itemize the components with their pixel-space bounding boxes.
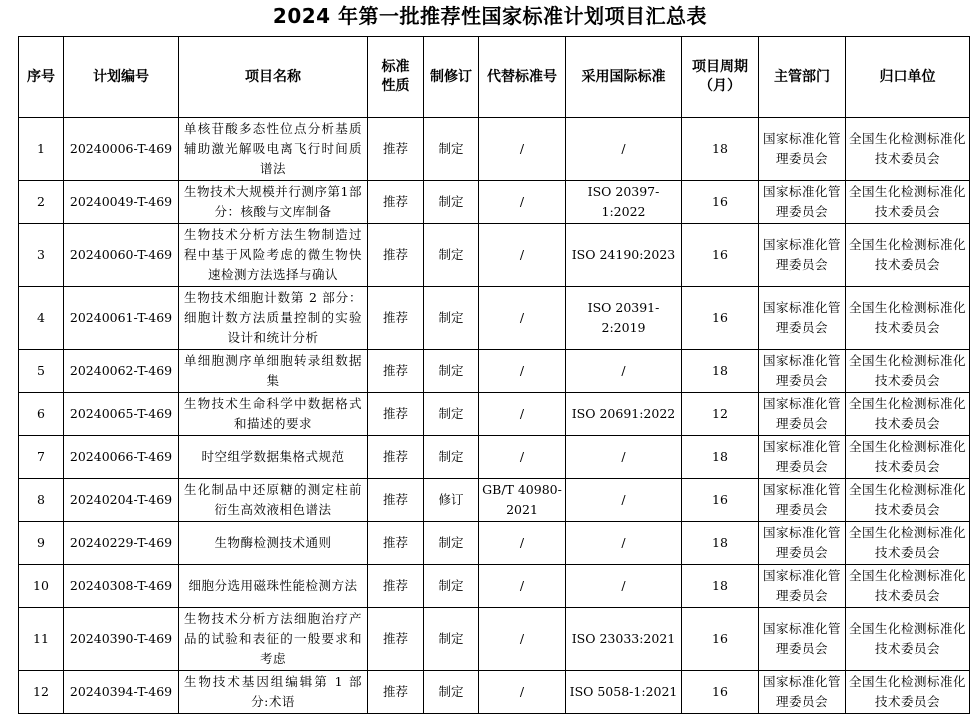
cell-unit: 全国生化检测标准化技术委员会 xyxy=(846,224,970,287)
cell-replaces: / xyxy=(479,224,566,287)
table-header-row xyxy=(19,37,970,118)
cell-dept: 国家标准化管理委员会 xyxy=(759,118,846,181)
cell-dept: 国家标准化管理委员会 xyxy=(759,436,846,479)
cell-plan-no: 20240049-T-469 xyxy=(64,181,179,224)
cell-intl: / xyxy=(566,350,682,393)
cell-dept: 国家标准化管理委员会 xyxy=(759,565,846,608)
cell-plan-no: 20240006-T-469 xyxy=(64,118,179,181)
cell-nature: 推荐 xyxy=(368,181,424,224)
cell-unit: 全国生化检测标准化技术委员会 xyxy=(846,565,970,608)
table-row xyxy=(19,608,970,671)
cell-nature: 推荐 xyxy=(368,287,424,350)
table-row xyxy=(19,224,970,287)
cell-unit: 全国生化检测标准化技术委员会 xyxy=(846,671,970,714)
cell-seq: 3 xyxy=(19,224,64,287)
cell-period: 16 xyxy=(682,287,759,350)
cell-dept: 国家标准化管理委员会 xyxy=(759,671,846,714)
cell-period: 18 xyxy=(682,522,759,565)
cell-name: 生物技术大规模并行测序第1部分：核酸与文库制备 xyxy=(179,181,368,224)
cell-period: 16 xyxy=(682,181,759,224)
cell-intl: ISO 20397-1:2022 xyxy=(566,181,682,224)
table-row xyxy=(19,671,970,714)
cell-plan-no: 20240229-T-469 xyxy=(64,522,179,565)
cell-intl: ISO 5058-1:2021 xyxy=(566,671,682,714)
cell-plan-no: 20240060-T-469 xyxy=(64,224,179,287)
cell-name: 单核苷酸多态性位点分析基质辅助激光解吸电离飞行时间质谱法 xyxy=(179,118,368,181)
cell-seq: 4 xyxy=(19,287,64,350)
cell-nature: 推荐 xyxy=(368,224,424,287)
cell-nature: 推荐 xyxy=(368,350,424,393)
cell-replaces: / xyxy=(479,393,566,436)
cell-period: 16 xyxy=(682,224,759,287)
cell-revision: 制定 xyxy=(424,224,479,287)
cell-period: 16 xyxy=(682,608,759,671)
cell-plan-no: 20240204-T-469 xyxy=(64,479,179,522)
cell-revision: 制定 xyxy=(424,671,479,714)
cell-plan-no: 20240394-T-469 xyxy=(64,671,179,714)
cell-nature: 推荐 xyxy=(368,522,424,565)
cell-plan-no: 20240065-T-469 xyxy=(64,393,179,436)
cell-name: 生物酶检测技术通则 xyxy=(179,522,368,565)
cell-revision: 制定 xyxy=(424,436,479,479)
cell-unit: 全国生化检测标准化技术委员会 xyxy=(846,118,970,181)
cell-period: 16 xyxy=(682,479,759,522)
cell-plan-no: 20240390-T-469 xyxy=(64,608,179,671)
cell-intl: / xyxy=(566,522,682,565)
cell-revision: 制定 xyxy=(424,565,479,608)
cell-period: 12 xyxy=(682,393,759,436)
header-replaces: 代替标准号 xyxy=(479,37,566,118)
cell-dept: 国家标准化管理委员会 xyxy=(759,224,846,287)
cell-unit: 全国生化检测标准化技术委员会 xyxy=(846,350,970,393)
cell-nature: 推荐 xyxy=(368,393,424,436)
cell-seq: 2 xyxy=(19,181,64,224)
header-period: 项目周期（月） xyxy=(682,37,759,118)
cell-intl: ISO 24190:2023 xyxy=(566,224,682,287)
cell-intl: ISO 20691:2022 xyxy=(566,393,682,436)
cell-revision: 制定 xyxy=(424,181,479,224)
cell-name: 生物技术基因组编辑第 1 部分:术语 xyxy=(179,671,368,714)
table-row xyxy=(19,181,970,224)
cell-seq: 11 xyxy=(19,608,64,671)
cell-replaces: / xyxy=(479,118,566,181)
cell-nature: 推荐 xyxy=(368,608,424,671)
table-row xyxy=(19,350,970,393)
table-body xyxy=(19,118,970,714)
cell-period: 18 xyxy=(682,436,759,479)
cell-intl: / xyxy=(566,436,682,479)
cell-replaces: / xyxy=(479,436,566,479)
cell-unit: 全国生化检测标准化技术委员会 xyxy=(846,181,970,224)
cell-revision: 制定 xyxy=(424,350,479,393)
cell-revision: 制定 xyxy=(424,522,479,565)
cell-intl: / xyxy=(566,118,682,181)
cell-unit: 全国生化检测标准化技术委员会 xyxy=(846,479,970,522)
cell-revision: 制定 xyxy=(424,393,479,436)
cell-seq: 8 xyxy=(19,479,64,522)
cell-replaces: / xyxy=(479,181,566,224)
cell-plan-no: 20240308-T-469 xyxy=(64,565,179,608)
cell-name: 生物技术分析方法细胞治疗产品的试验和表征的一般要求和考虑 xyxy=(179,608,368,671)
cell-name: 生化制品中还原糖的测定柱前衍生高效液相色谱法 xyxy=(179,479,368,522)
table-row xyxy=(19,287,970,350)
cell-nature: 推荐 xyxy=(368,436,424,479)
cell-replaces: / xyxy=(479,671,566,714)
cell-name: 生物技术分析方法生物制造过程中基于风险考虑的微生物快速检测方法选择与确认 xyxy=(179,224,368,287)
cell-revision: 制定 xyxy=(424,118,479,181)
cell-name: 时空组学数据集格式规范 xyxy=(179,436,368,479)
cell-revision: 修订 xyxy=(424,479,479,522)
cell-dept: 国家标准化管理委员会 xyxy=(759,479,846,522)
cell-unit: 全国生化检测标准化技术委员会 xyxy=(846,608,970,671)
cell-dept: 国家标准化管理委员会 xyxy=(759,350,846,393)
cell-seq: 10 xyxy=(19,565,64,608)
cell-name: 生物技术生命科学中数据格式和描述的要求 xyxy=(179,393,368,436)
cell-nature: 推荐 xyxy=(368,118,424,181)
table-row xyxy=(19,436,970,479)
page-title: 2024 年第一批推荐性国家标准计划项目汇总表 xyxy=(272,4,708,28)
standards-table xyxy=(18,36,970,714)
cell-nature: 推荐 xyxy=(368,565,424,608)
header-plan-no: 计划编号 xyxy=(64,37,179,118)
cell-name: 生物技术细胞计数第 2 部分：细胞计数方法质量控制的实验设计和统计分析 xyxy=(179,287,368,350)
cell-name: 细胞分选用磁珠性能检测方法 xyxy=(179,565,368,608)
cell-seq: 12 xyxy=(19,671,64,714)
cell-intl: ISO 23033:2021 xyxy=(566,608,682,671)
cell-dept: 国家标准化管理委员会 xyxy=(759,393,846,436)
header-intl: 采用国际标准 xyxy=(566,37,682,118)
header-revision: 制修订 xyxy=(424,37,479,118)
cell-intl: / xyxy=(566,479,682,522)
cell-replaces: / xyxy=(479,522,566,565)
cell-seq: 6 xyxy=(19,393,64,436)
cell-period: 18 xyxy=(682,118,759,181)
cell-revision: 制定 xyxy=(424,287,479,350)
cell-dept: 国家标准化管理委员会 xyxy=(759,608,846,671)
cell-replaces: / xyxy=(479,287,566,350)
cell-name: 单细胞测序单细胞转录组数据集 xyxy=(179,350,368,393)
header-name: 项目名称 xyxy=(179,37,368,118)
cell-period: 18 xyxy=(682,565,759,608)
table-row xyxy=(19,393,970,436)
cell-nature: 推荐 xyxy=(368,479,424,522)
cell-replaces: / xyxy=(479,350,566,393)
cell-period: 16 xyxy=(682,671,759,714)
cell-seq: 1 xyxy=(19,118,64,181)
cell-dept: 国家标准化管理委员会 xyxy=(759,522,846,565)
cell-plan-no: 20240061-T-469 xyxy=(64,287,179,350)
cell-dept: 国家标准化管理委员会 xyxy=(759,181,846,224)
cell-unit: 全国生化检测标准化技术委员会 xyxy=(846,436,970,479)
table-row xyxy=(19,565,970,608)
cell-intl: ISO 20391-2:2019 xyxy=(566,287,682,350)
cell-unit: 全国生化检测标准化技术委员会 xyxy=(846,393,970,436)
cell-unit: 全国生化检测标准化技术委员会 xyxy=(846,522,970,565)
cell-seq: 5 xyxy=(19,350,64,393)
table-row xyxy=(19,479,970,522)
table-row xyxy=(19,118,970,181)
cell-revision: 制定 xyxy=(424,608,479,671)
cell-seq: 9 xyxy=(19,522,64,565)
cell-nature: 推荐 xyxy=(368,671,424,714)
cell-unit: 全国生化检测标准化技术委员会 xyxy=(846,287,970,350)
cell-plan-no: 20240066-T-469 xyxy=(64,436,179,479)
cell-dept: 国家标准化管理委员会 xyxy=(759,287,846,350)
cell-replaces: GB/T 40980-2021 xyxy=(479,479,566,522)
cell-seq: 7 xyxy=(19,436,64,479)
header-seq: 序号 xyxy=(19,37,64,118)
table-row xyxy=(19,522,970,565)
cell-replaces: / xyxy=(479,565,566,608)
cell-period: 18 xyxy=(682,350,759,393)
header-unit: 归口单位 xyxy=(846,37,970,118)
cell-intl: / xyxy=(566,565,682,608)
header-nature: 标准性质 xyxy=(368,37,424,118)
cell-plan-no: 20240062-T-469 xyxy=(64,350,179,393)
cell-replaces: / xyxy=(479,608,566,671)
header-dept: 主管部门 xyxy=(759,37,846,118)
